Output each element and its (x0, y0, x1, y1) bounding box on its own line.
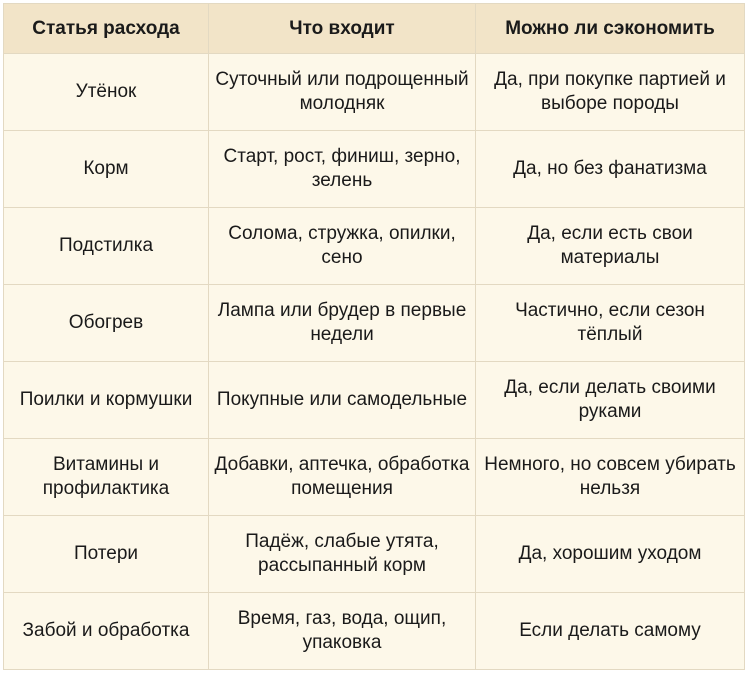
cell-what-included: Покупные или самодельные (209, 362, 476, 439)
cell-expense-item: Витамины и профилактика (4, 439, 209, 516)
cell-can-save: Частично, если сезон тёплый (476, 285, 745, 362)
cell-what-included: Лампа или брудер в первые недели (209, 285, 476, 362)
cell-what-included: Падёж, слабые утята, рассыпанный корм (209, 516, 476, 593)
table-row (4, 439, 745, 516)
cell-what-included: Солома, стружка, опилки, сено (209, 208, 476, 285)
cell-expense-item: Утёнок (4, 54, 209, 131)
expense-table-container (0, 3, 747, 680)
cell-can-save: Да, если делать своими руками (476, 362, 745, 439)
cell-expense-item: Забой и обработка (4, 593, 209, 670)
cell-expense-item: Подстилка (4, 208, 209, 285)
cell-what-included: Добавки, аптечка, обработка помещения (209, 439, 476, 516)
table-row (4, 362, 745, 439)
cell-can-save: Немного, но совсем убирать нельзя (476, 439, 745, 516)
cell-can-save: Да, хорошим уходом (476, 516, 745, 593)
table-row (4, 516, 745, 593)
cell-expense-item: Потери (4, 516, 209, 593)
table-row (4, 593, 745, 670)
cell-what-included: Время, газ, вода, ощип, упаковка (209, 593, 476, 670)
table-row (4, 208, 745, 285)
cell-expense-item: Поилки и кормушки (4, 362, 209, 439)
cell-what-included: Старт, рост, финиш, зерно, зелень (209, 131, 476, 208)
table-row (4, 131, 745, 208)
cell-expense-item: Обогрев (4, 285, 209, 362)
column-header-can-save: Можно ли сэкономить (476, 4, 745, 54)
cell-can-save: Да, но без фанатизма (476, 131, 745, 208)
table-row (4, 285, 745, 362)
cell-expense-item: Корм (4, 131, 209, 208)
column-header-what-included: Что входит (209, 4, 476, 54)
header-row (4, 4, 745, 54)
table-row (4, 54, 745, 131)
cell-what-included: Суточный или подрощенный молодняк (209, 54, 476, 131)
cell-can-save: Да, при покупке партией и выборе породы (476, 54, 745, 131)
table-body (4, 54, 745, 670)
expense-table (3, 3, 745, 670)
cell-can-save: Если делать самому (476, 593, 745, 670)
cell-can-save: Да, если есть свои материалы (476, 208, 745, 285)
table-header (4, 4, 745, 54)
column-header-expense-item: Статья расхода (4, 4, 209, 54)
